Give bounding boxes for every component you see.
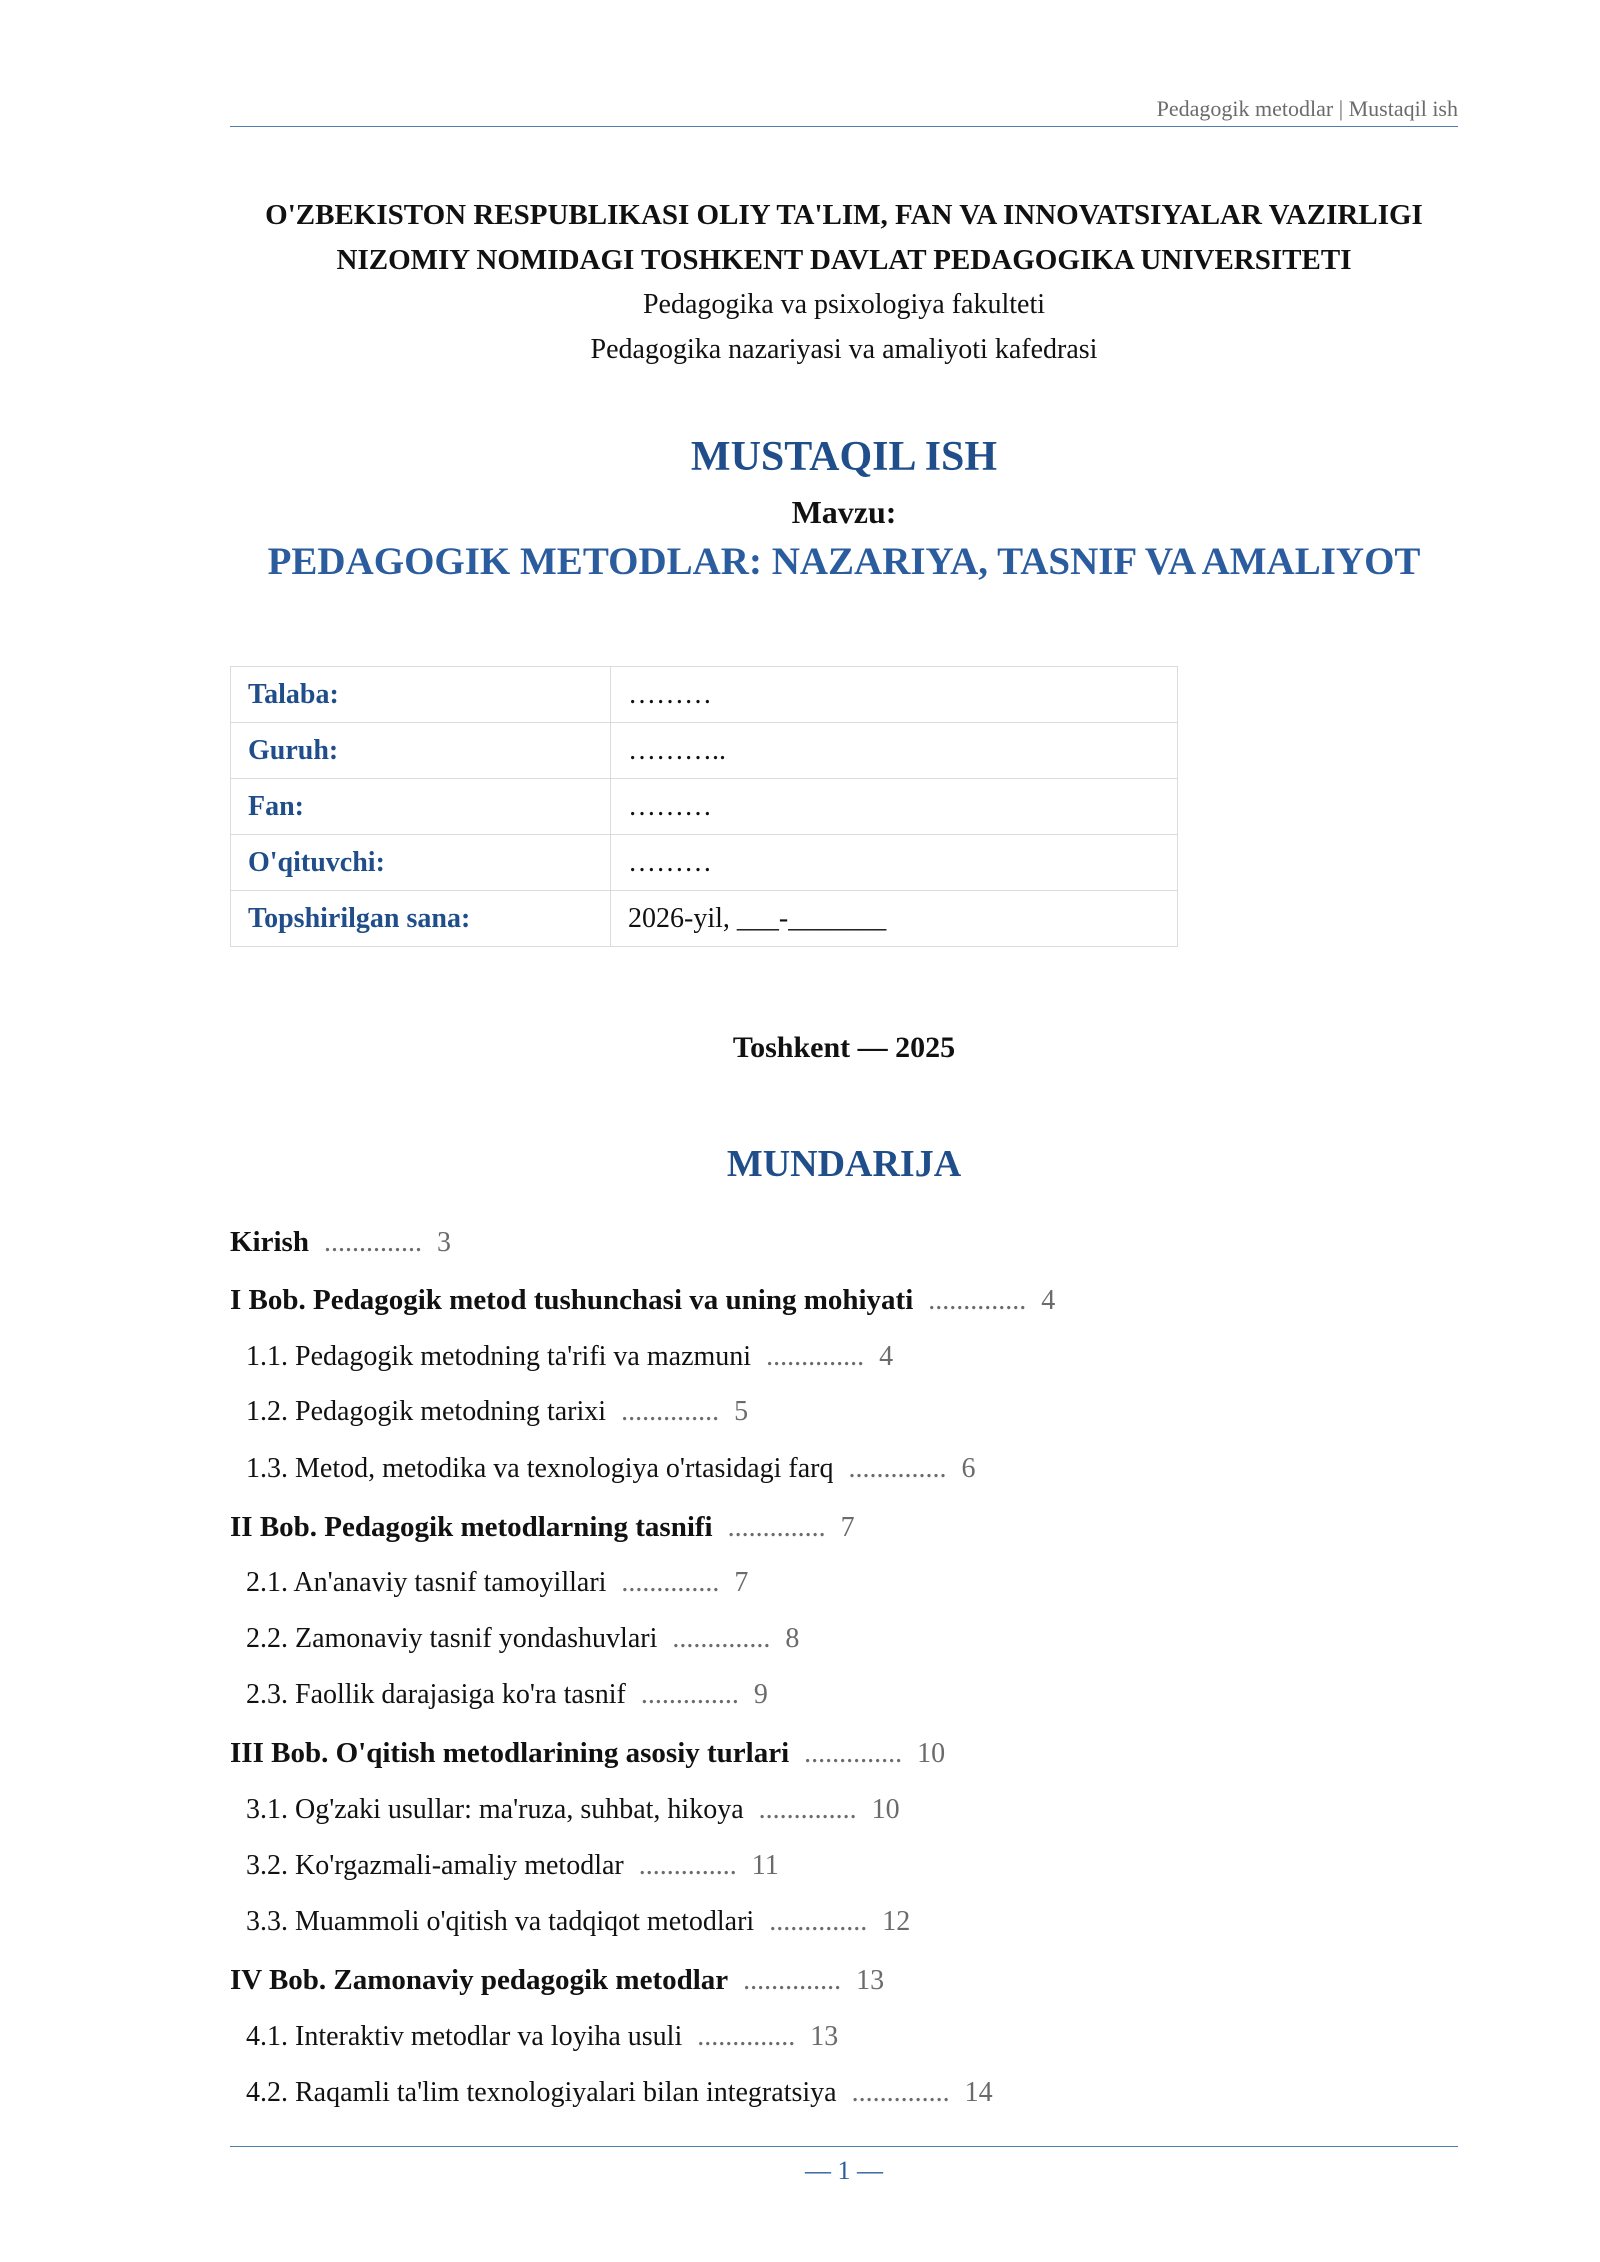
document-type: MUSTAQIL ISH: [690, 434, 998, 480]
toc-leader: ..............: [769, 1906, 868, 1937]
toc-leader: ..............: [621, 1396, 720, 1427]
faculty-block: [230, 282, 1458, 372]
info-value: 2026-yil, ___-_______: [611, 891, 1178, 947]
toc-entry-text: II Bob. Pedagogik metodlarning tasnifi: [230, 1511, 713, 1543]
toc-page-number: 14: [964, 2077, 993, 2108]
toc-entry-chapter-4[interactable]: [230, 1960, 884, 2001]
toc-page-number: 5: [734, 1396, 749, 1427]
toc-leader: ..............: [851, 2077, 950, 2108]
toc-entry-2-3[interactable]: [246, 1675, 768, 1715]
toc-leader: ..............: [640, 1679, 739, 1710]
toc-entry-3-3[interactable]: [246, 1902, 910, 1942]
info-label: Guruh:: [231, 723, 611, 779]
info-value: ………: [611, 667, 1178, 723]
toc-entry-text: 3.1. Og'zaki usullar: ma'ruza, suhbat, hikoya: [246, 1794, 744, 1825]
table-row: [231, 667, 1178, 723]
faculty-name: Pedagogika va psixologiya fakulteti: [642, 289, 1046, 320]
table-row: [231, 835, 1178, 891]
page-number: — 1 —: [805, 2156, 883, 2185]
toc-leader: ..............: [804, 1738, 903, 1769]
info-value: ………..: [611, 723, 1178, 779]
toc-page-number: 6: [961, 1453, 976, 1484]
toc-page-number: 13: [810, 2021, 839, 2052]
toc-page-number: 11: [751, 1850, 779, 1881]
header-rule: [230, 126, 1458, 127]
toc-title: MUNDARIJA: [726, 1143, 962, 1185]
toc-entry-1-1[interactable]: [246, 1337, 893, 1377]
topic-label: Mavzu:: [791, 494, 897, 530]
place-year: Toshkent — 2025: [732, 1031, 956, 1064]
toc-entry-4-2[interactable]: [246, 2073, 993, 2113]
footer-rule: [230, 2146, 1458, 2147]
toc-entry-text: 2.1. An'anaviy tasnif tamoyillari: [246, 1567, 607, 1598]
toc-entry-2-1[interactable]: [246, 1563, 748, 1603]
running-header: Pedagogik metodlar | Mustaqil ish: [1156, 96, 1458, 121]
info-value: ………: [611, 835, 1178, 891]
toc-entry-3-1[interactable]: [246, 1790, 900, 1830]
toc-entry-text: 4.2. Raqamli ta'lim texnologiyalari bilan integratsiya: [246, 2077, 837, 2108]
toc-entry-chapter-3[interactable]: [230, 1733, 945, 1774]
toc-leader: ..............: [758, 1794, 857, 1825]
table-row: [231, 723, 1178, 779]
toc-entry-3-2[interactable]: [246, 1846, 779, 1886]
toc-entry-chapter-1[interactable]: [230, 1280, 1055, 1321]
toc-entry-text: 2.2. Zamonaviy tasnif yondashuvlari: [246, 1623, 658, 1654]
toc-entry-intro[interactable]: [230, 1222, 451, 1263]
university-name: NIZOMIY NOMIDAGI TOSHKENT DAVLAT PEDAGOGIKA UNIVERSITETI: [336, 244, 1352, 276]
toc-entry-1-3[interactable]: [246, 1449, 975, 1489]
toc-entry-4-1[interactable]: [246, 2017, 838, 2057]
institution-block: [230, 193, 1458, 283]
table-row: [231, 779, 1178, 835]
toc-leader: ..............: [928, 1285, 1027, 1316]
toc-entry-text: III Bob. O'qitish metodlarining asosiy turlari: [230, 1737, 790, 1769]
topic-title: PEDAGOGIK METODLAR: NAZARIYA, TASNIF VA AMALIYOT: [267, 540, 1421, 583]
toc-page-number: 7: [734, 1567, 749, 1598]
toc-page-number: 8: [785, 1623, 800, 1654]
toc-entry-text: 3.3. Muammoli o'qitish va tadqiqot metodlari: [246, 1906, 755, 1937]
toc-entry-text: 1.2. Pedagogik metodning tarixi: [246, 1396, 607, 1427]
toc-entry-2-2[interactable]: [246, 1619, 799, 1659]
toc-entry-text: I Bob. Pedagogik metod tushunchasi va uning mohiyati: [230, 1284, 914, 1316]
table-row: [231, 891, 1178, 947]
department-name: Pedagogika nazariyasi va amaliyoti kafedrasi: [590, 334, 1098, 365]
toc-leader: ..............: [672, 1623, 771, 1654]
toc-page-number: 3: [436, 1227, 451, 1258]
toc-page-number: 10: [871, 1794, 900, 1825]
toc-entry-text: 1.1. Pedagogik metodning ta'rifi va mazmuni: [246, 1341, 752, 1372]
toc-page-number: 12: [882, 1906, 911, 1937]
toc-leader: ..............: [766, 1341, 865, 1372]
toc-page-number: 4: [1041, 1285, 1056, 1316]
toc-leader: ..............: [323, 1227, 422, 1258]
info-label: Talaba:: [231, 667, 611, 723]
toc-page-number: 13: [856, 1965, 885, 1996]
toc-leader: ..............: [638, 1850, 737, 1881]
toc-entry-chapter-2[interactable]: [230, 1507, 855, 1548]
toc-leader: ..............: [621, 1567, 720, 1598]
toc-page-number: 4: [879, 1341, 894, 1372]
student-info-table: [230, 666, 1178, 947]
toc-entry-text: 1.3. Metod, metodika va texnologiya o'rtasidagi farq: [246, 1453, 834, 1484]
toc-leader: ..............: [743, 1965, 842, 1996]
toc-entry-1-2[interactable]: [246, 1392, 748, 1432]
toc-leader: ..............: [697, 2021, 796, 2052]
toc-entry-text: IV Bob. Zamonaviy pedagogik metodlar: [230, 1964, 729, 1996]
toc-page-number: 7: [840, 1512, 855, 1543]
toc-entry-text: 4.1. Interaktiv metodlar va loyiha usuli: [246, 2021, 683, 2052]
info-label: Fan:: [231, 779, 611, 835]
toc-entry-text: Kirish: [230, 1226, 309, 1258]
ministry-name: O'ZBEKISTON RESPUBLIKASI OLIY TA'LIM, FAN VA INNOVATSIYALAR VAZIRLIGI: [265, 199, 1423, 231]
toc-leader: ..............: [727, 1512, 826, 1543]
toc-leader: ..............: [848, 1453, 947, 1484]
info-value: ………: [611, 779, 1178, 835]
toc-entry-text: 3.2. Ko'rgazmali-amaliy metodlar: [246, 1850, 624, 1881]
info-label: Topshirilgan sana:: [231, 891, 611, 947]
toc-page-number: 9: [753, 1679, 768, 1710]
info-label: O'qituvchi:: [231, 835, 611, 891]
toc-page-number: 10: [917, 1738, 946, 1769]
toc-entry-text: 2.3. Faollik darajasiga ko'ra tasnif: [246, 1679, 626, 1710]
